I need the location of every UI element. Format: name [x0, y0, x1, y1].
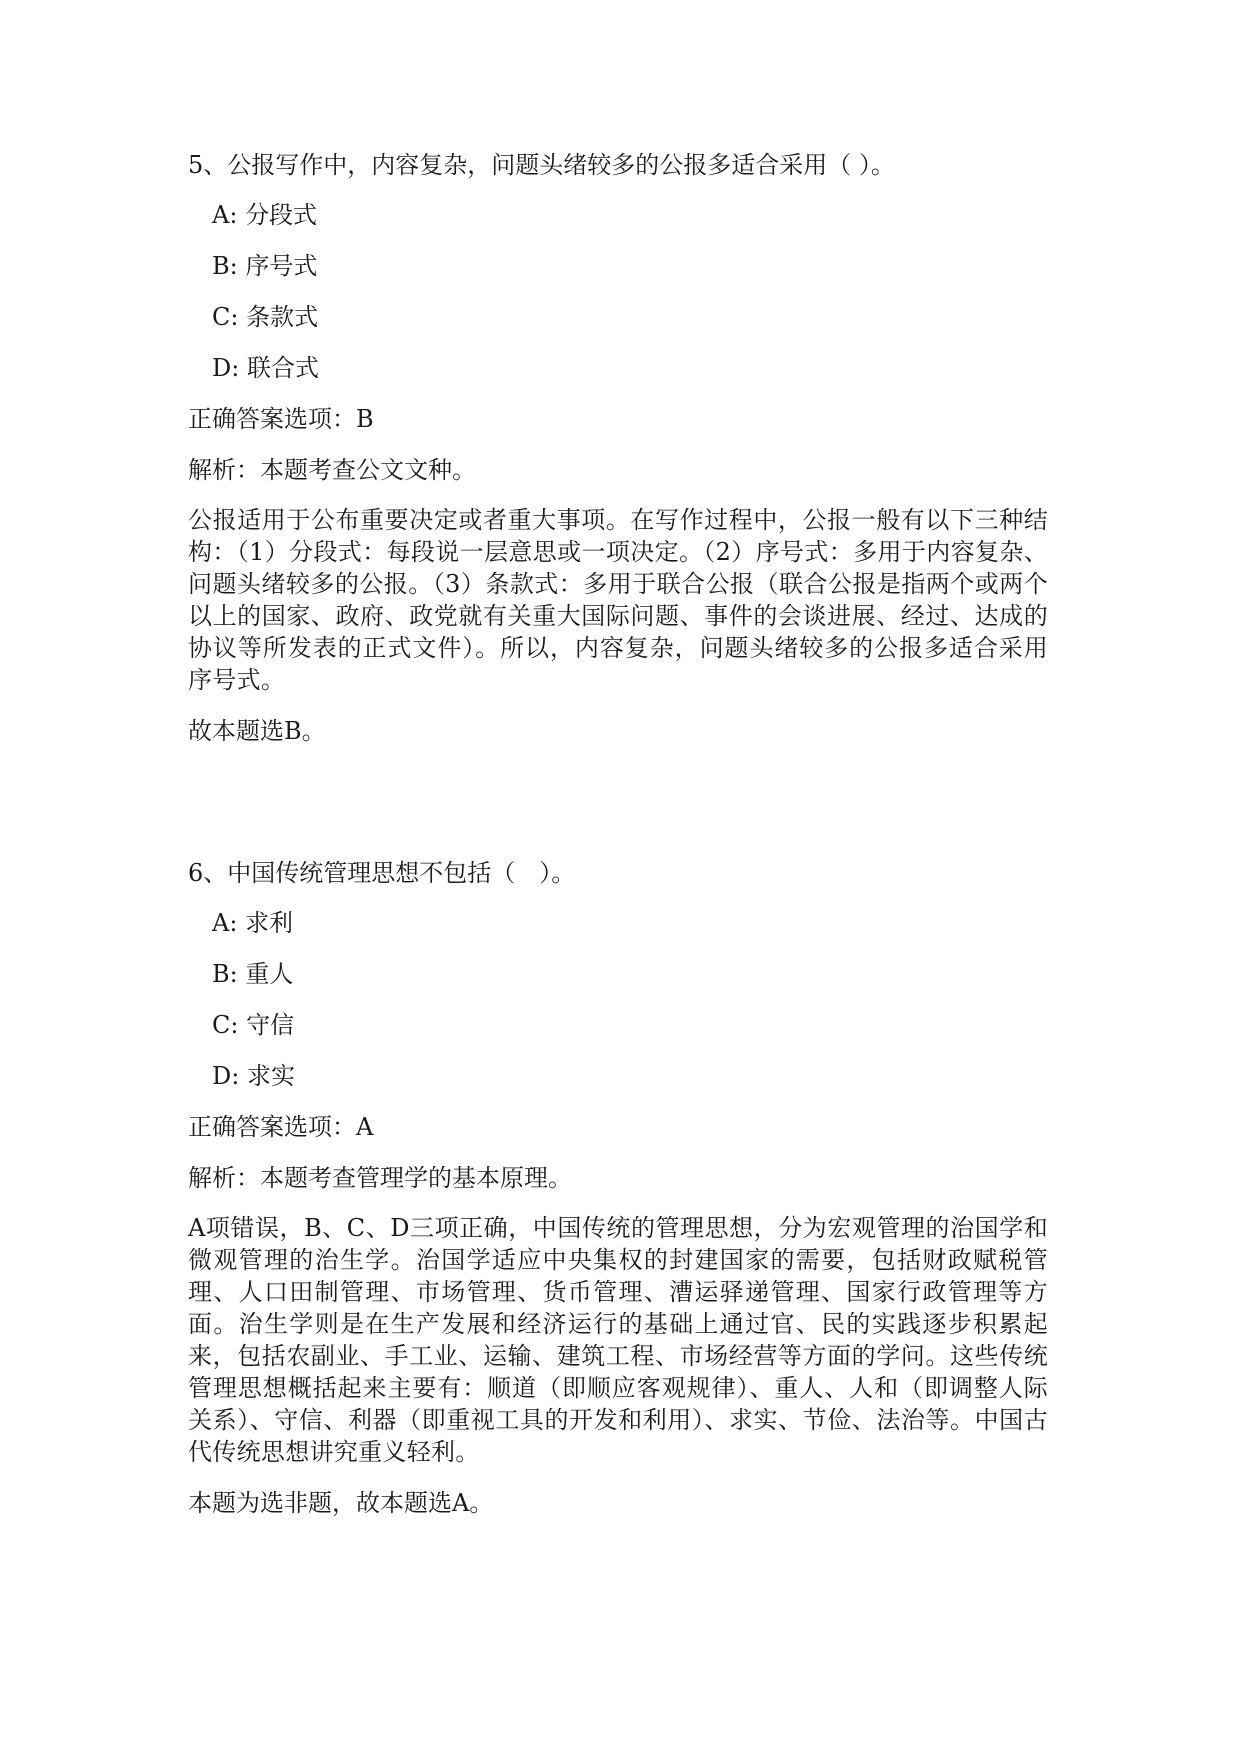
option-d — [212, 351, 1048, 385]
option-d — [212, 1059, 1048, 1093]
option-label: D: — [212, 1062, 240, 1090]
option-text: 守信 — [246, 1011, 295, 1039]
question-6 — [188, 856, 1048, 1520]
option-b — [212, 957, 1048, 991]
option-a — [212, 906, 1048, 940]
option-text: 联合式 — [246, 354, 319, 382]
conclusion: 本题为选非题，故本题选A。 — [188, 1489, 494, 1517]
option-text: 序号式 — [245, 252, 318, 280]
option-a — [212, 198, 1048, 232]
option-text: 条款式 — [246, 303, 319, 331]
analysis-heading: 解析：本题考查公文文种。 — [188, 456, 476, 484]
option-label: D: — [212, 354, 240, 382]
option-text: 分段式 — [245, 201, 318, 229]
option-label: C: — [212, 1011, 239, 1039]
correct-answer: 正确答案选项：A — [188, 1113, 374, 1141]
option-text: 求实 — [246, 1062, 295, 1090]
option-label: B: — [212, 960, 238, 988]
analysis-heading: 解析：本题考查管理学的基本原理。 — [188, 1164, 572, 1192]
explanation-paragraph: A项错误，B、C、D三项正确，中国传统的管理思想，分为宏观管理的治国学和微观管理的治生学。治国学适应中央集权的封建国家的需要，包括财政赋税管理、人口田制管理、市场管理、货币管理、漕运驿递管理、国家行政管理等方面。治生学则是在生产发展和经济运行的基础上通过官、民的实践逐步积累起来，包括农副业、手工业、运输、建筑工程、市场经营等方面的学问。这些传统管理思想概括起来主要有：顺道（即顺应客观规律）、重人、人和（即调整人际关系）、守信、利器（即重视工具的开发和利用）、求实、节俭、法治等。中国古代传统思想讲究重义轻利。 — [188, 1214, 1048, 1466]
question-stem: 5、公报写作中，内容复杂，问题头绪较多的公报多适合采用（ ）。 — [188, 151, 895, 179]
option-c — [212, 1008, 1048, 1042]
option-text: 求利 — [245, 909, 294, 937]
option-c — [212, 300, 1048, 334]
option-label: A: — [212, 201, 238, 229]
correct-answer: 正确答案选项：B — [188, 405, 374, 433]
option-label: A: — [212, 909, 238, 937]
option-text: 重人 — [245, 960, 294, 988]
explanation-paragraph: 公报适用于公布重要决定或者重大事项。在写作过程中，公报一般有以下三种结构：（1）分段式：每段说一层意思或一项决定。（2）序号式：多用于内容复杂、问题头绪较多的公报。（3）条款式：多用于联合公报（联合公报是指两个或两个以上的国家、政府、政党就有关重大国际问题、事件的会谈进展、经过、达成的协议等所发表的正式文件）。所以，内容复杂，问题头绪较多的公报多适合采用序号式。 — [188, 506, 1048, 694]
question-stem: 6、中国传统管理思想不包括（ ）。 — [188, 859, 576, 887]
option-label: C: — [212, 303, 239, 331]
option-b — [212, 249, 1048, 283]
conclusion: 故本题选B。 — [188, 717, 326, 745]
question-5 — [188, 148, 1048, 748]
option-label: B: — [212, 252, 238, 280]
